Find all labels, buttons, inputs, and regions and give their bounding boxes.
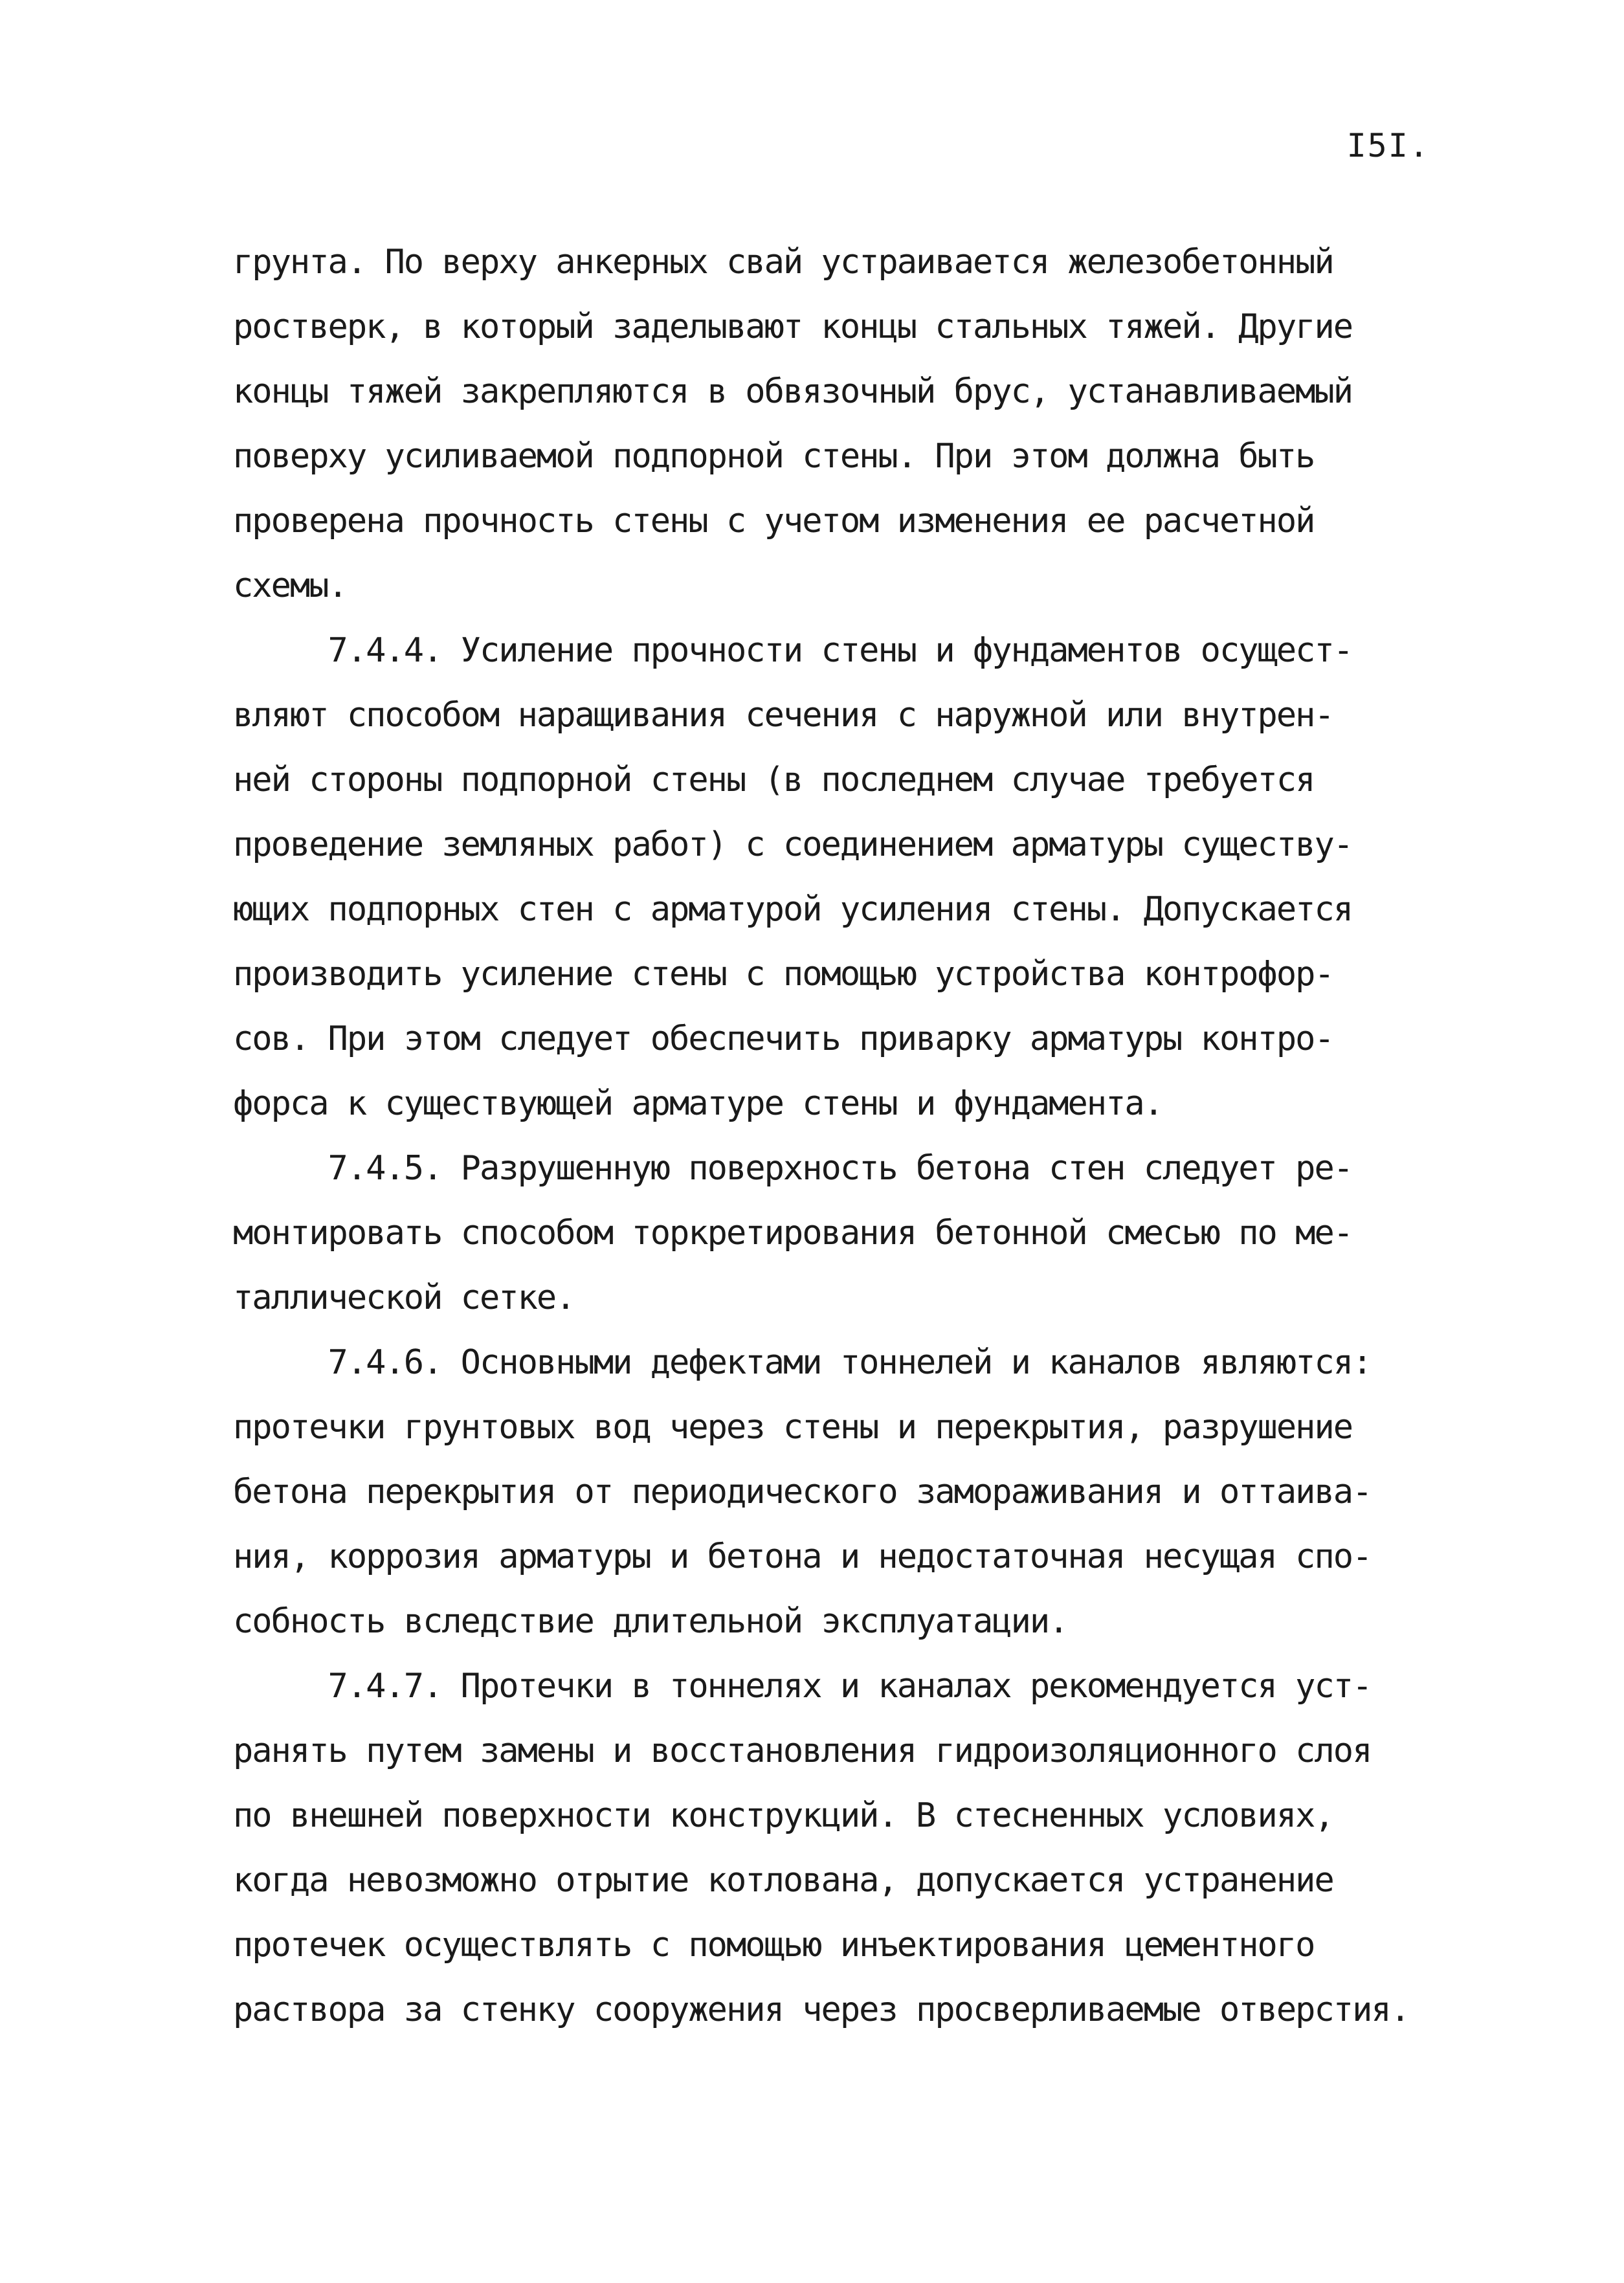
text-line: ростверк, в который заделывают концы стальных тяжей. Другие <box>233 307 1353 346</box>
text-line: таллической сетке. <box>233 1278 575 1317</box>
text-line: монтировать способом торкретирования бетонной смесью по ме- <box>233 1214 1353 1253</box>
text-line: производить усиление стены с помощью устройства контрофор- <box>233 955 1333 994</box>
text-line: протечек осуществлять с помощью инъектирования цементного <box>233 1926 1315 1965</box>
text-line: сов. При этом следует обеспечить приварку арматуры контро- <box>233 1019 1333 1058</box>
text-line: концы тяжей закрепляются в обвязочный брус, устанавливаемый <box>233 372 1353 411</box>
text-line: бетона перекрытия от периодического замораживания и оттаива- <box>233 1473 1372 1511</box>
page-number: I5I. <box>1346 127 1430 164</box>
text-line: вляют способом наращивания сечения с наружной или внутрен- <box>233 696 1333 735</box>
text-line: протечки грунтовых вод через стены и перекрытия, разрушение <box>233 1408 1353 1447</box>
text-line: грунта. По верху анкерных свай устраивается железобетонный <box>233 243 1333 282</box>
text-line: раствора за стенку сооружения через просверливаемые отверстия. <box>233 1990 1410 2029</box>
text-line: ющих подпорных стен с арматурой усиления стены. Допускается <box>233 890 1353 929</box>
text-line: форса к существующей арматуре стены и фундамента. <box>233 1084 1163 1123</box>
paragraph-7-4-6-start: 7.4.6. Основными дефектами тоннелей и каналов являются: <box>233 1343 1372 1382</box>
body-text <box>233 230 1489 2042</box>
text-line: схемы. <box>233 566 347 605</box>
text-line: собность вследствие длительной эксплуатации. <box>233 1602 1068 1641</box>
text-line: ней стороны подпорной стены (в последнем случае требуется <box>233 761 1315 799</box>
paragraph-7-4-4-start: 7.4.4. Усиление прочности стены и фундаментов осущест- <box>233 631 1353 670</box>
text-line: проверена прочность стены с учетом изменения ее расчетной <box>233 502 1315 540</box>
text-line: по внешней поверхности конструкций. В стесненных условиях, <box>233 1796 1333 1835</box>
text-line: ранять путем замены и восстановления гидроизоляционного слоя <box>233 1732 1372 1770</box>
text-line: поверху усиливаемой подпорной стены. При этом должна быть <box>233 437 1315 476</box>
paragraph-7-4-7-start: 7.4.7. Протечки в тоннелях и каналах рекомендуется уст- <box>233 1667 1372 1706</box>
text-line: проведение земляных работ) с соединением арматуры существу- <box>233 825 1353 864</box>
text-line: ния, коррозия арматуры и бетона и недостаточная несущая спо- <box>233 1537 1372 1576</box>
paragraph-7-4-5-start: 7.4.5. Разрушенную поверхность бетона стен следует ре- <box>233 1149 1353 1188</box>
text-line: когда невозможно отрытие котлована, допускается устранение <box>233 1861 1333 1900</box>
